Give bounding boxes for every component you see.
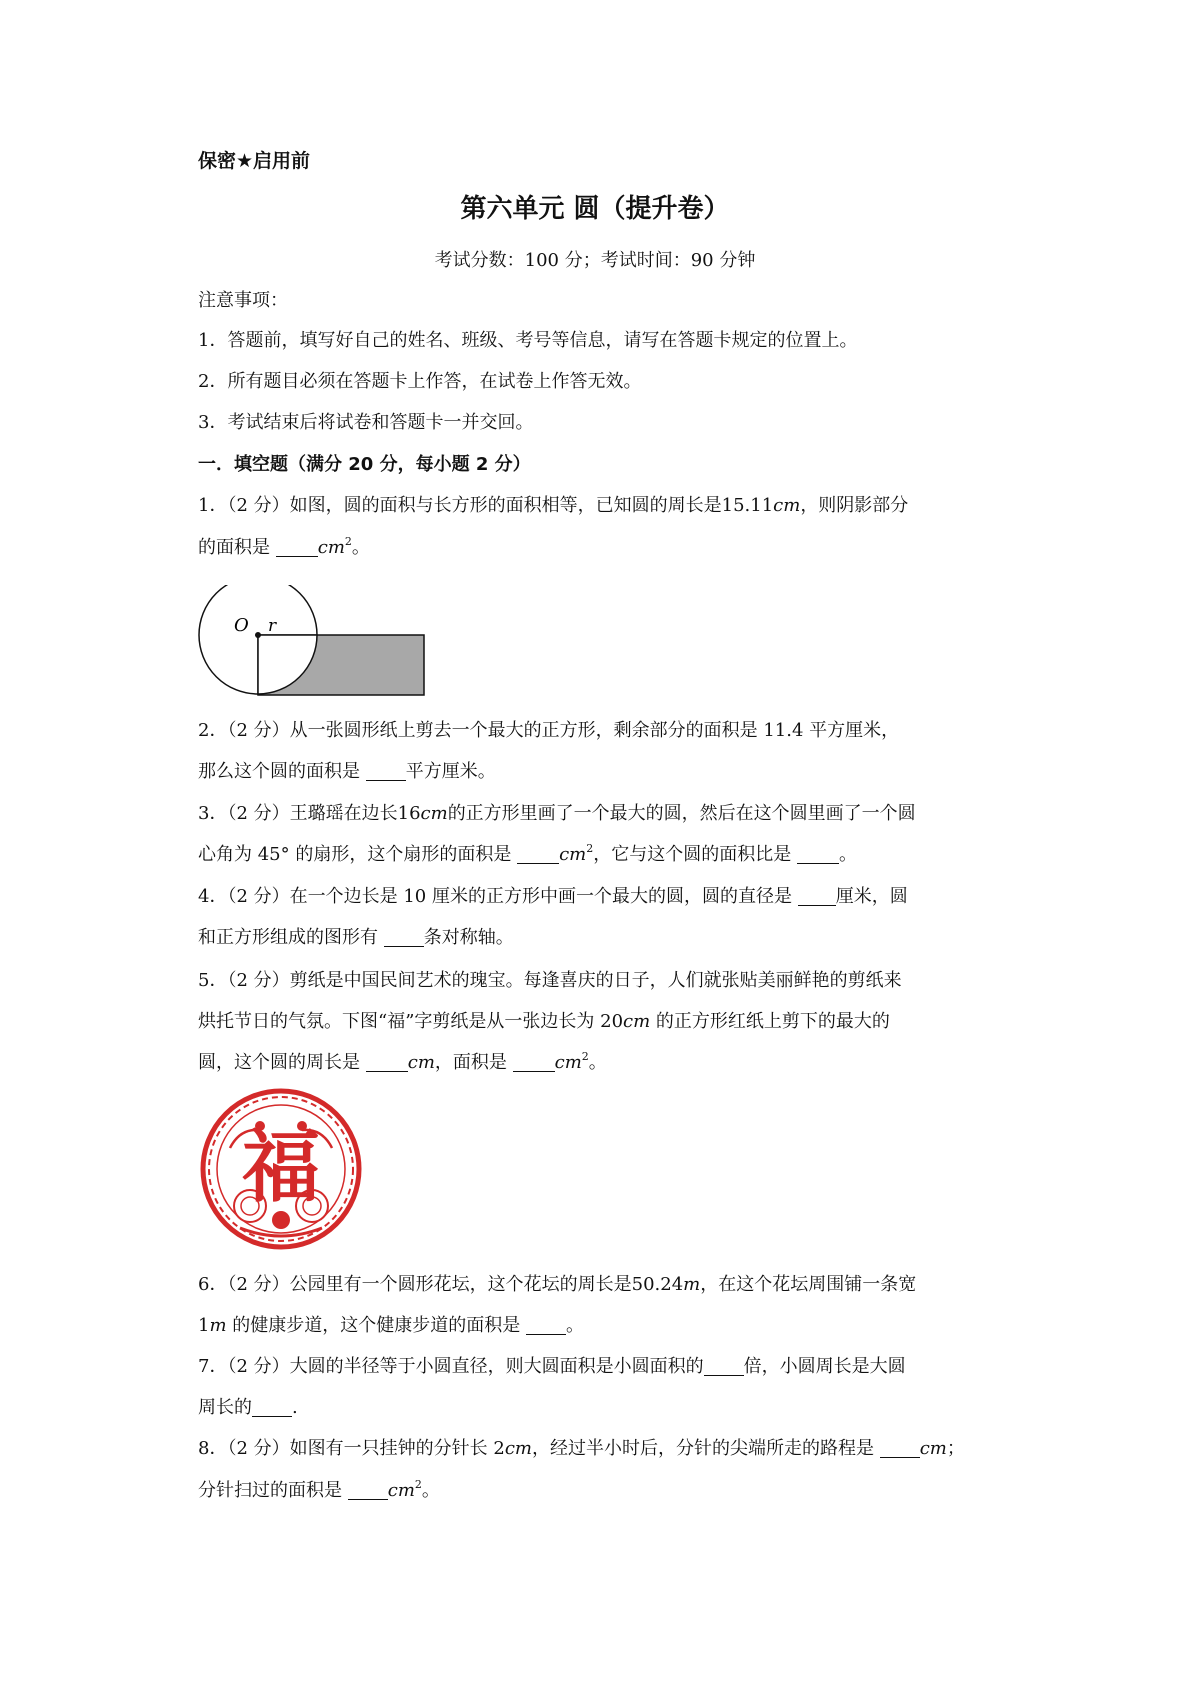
answer-blank[interactable] — [517, 845, 559, 864]
question-7-line-2: 周长的 . — [198, 1397, 298, 1418]
answer-blank[interactable] — [366, 1053, 408, 1072]
radius-label: r — [268, 616, 277, 636]
question-5-line-2: 烘托节日的气氛。下图“福”字剪纸是从一张边长为 20cm 的正方形红纸上剪下的最大的 — [198, 1011, 890, 1032]
question-6-line-1: 6．（2 分）公园里有一个圆形花坛，这个花坛的周长是50.24m，在这个花坛周围铺一条宽 — [198, 1274, 917, 1295]
answer-blank[interactable] — [880, 1439, 920, 1458]
answer-blank[interactable] — [513, 1053, 555, 1072]
notice-item-1: 1．答题前，填写好自己的姓名、班级、考号等信息，请写在答题卡规定的位置上。 — [198, 330, 858, 351]
question-8-line-2: 分针扫过的面积是 $cm^2$。 — [198, 1478, 440, 1501]
fu-papercut-image — [200, 1088, 362, 1250]
answer-blank[interactable] — [798, 887, 836, 906]
notice-heading: 注意事项： — [198, 290, 288, 311]
question-4-line-2: 和正方形组成的图形有 条对称轴。 — [198, 927, 514, 948]
section-heading: 一．填空题（满分 20 分，每小题 2 分） — [198, 454, 531, 475]
notice-item-2: 2．所有题目必须在答题卡上作答，在试卷上作答无效。 — [198, 371, 642, 392]
question-1-line-2: 的面积是 $cm^2$。 — [198, 535, 370, 558]
answer-blank[interactable] — [276, 538, 318, 557]
question-2-line-1: 2．（2 分）从一张圆形纸上剪去一个最大的正方形，剩余部分的面积是 11.4 平方厘米， — [198, 720, 900, 741]
center-label: O — [234, 615, 249, 636]
question-8-line-1: 8．（2 分）如图有一只挂钟的分针长 2cm，经过半小时后，分针的尖端所走的路程是 cm； — [198, 1438, 965, 1459]
question-3-line-2: 心角为 45° 的扇形，这个扇形的面积是 $cm^2$，它与这个圆的面积比是 。 — [198, 842, 857, 865]
fu-character: 福 — [241, 1122, 321, 1213]
answer-blank[interactable] — [384, 928, 424, 947]
page-title: 第六单元 圆（提升卷） — [460, 194, 730, 224]
exam-info: 考试分数：100 分；考试时间：90 分钟 — [434, 250, 756, 271]
center-point — [255, 632, 261, 638]
answer-blank[interactable] — [252, 1398, 292, 1417]
answer-blank[interactable] — [366, 762, 406, 781]
notice-item-3: 3．考试结束后将试卷和答题卡一并交回。 — [198, 412, 534, 433]
circle-rectangle-figure — [196, 585, 431, 697]
question-6-line-2: 1m 的健康步道，这个健康步道的面积是 。 — [198, 1315, 584, 1336]
question-3-line-1: 3．（2 分）王璐瑶在边长16cm的正方形里画了一个最大的圆，然后在这个圆里画了一个圆 — [198, 803, 916, 824]
answer-blank[interactable] — [526, 1316, 566, 1335]
question-1-line-1: 1．（2 分）如图，圆的面积与长方形的面积相等，已知圆的周长是15.11cm，则阴影部分 — [198, 495, 909, 516]
confidential-label: 保密★启用前 — [198, 150, 311, 172]
answer-blank[interactable] — [797, 845, 839, 864]
question-7-line-1: 7．（2 分）大圆的半径等于小圆直径，则大圆面积是小圆面积的 倍，小圆周长是大圆 — [198, 1356, 906, 1377]
answer-blank[interactable] — [704, 1357, 744, 1376]
question-2-line-2: 那么这个圆的面积是 平方厘米。 — [198, 761, 496, 782]
question-5-line-1: 5．（2 分）剪纸是中国民间艺术的瑰宝。每逢喜庆的日子，人们就张贴美丽鲜艳的剪纸来 — [198, 970, 902, 991]
question-4-line-1: 4．（2 分）在一个边长是 10 厘米的正方形中画一个最大的圆，圆的直径是 厘米，圆 — [198, 886, 908, 907]
answer-blank[interactable] — [348, 1481, 388, 1500]
question-5-line-3: 圆，这个圆的周长是 cm，面积是 $cm^2$。 — [198, 1050, 607, 1073]
